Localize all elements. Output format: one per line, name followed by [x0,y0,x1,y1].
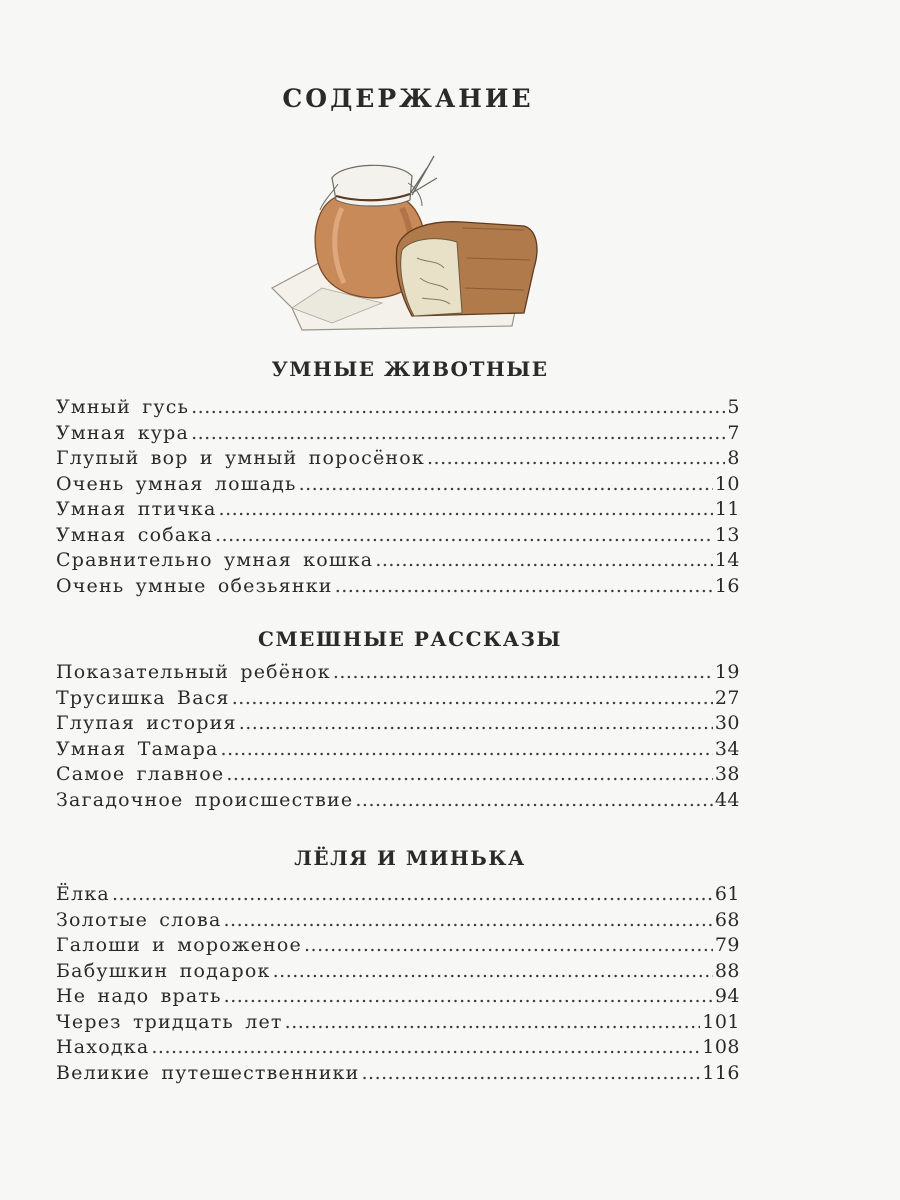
toc-entry-title: Умная Тамара [56,737,219,760]
toc-entry-page-number: 61 [714,883,740,905]
toc-entry-title: Бабушкин подарок [56,959,271,982]
toc-list [56,883,740,1087]
section-title: СМЕШНЫЕ РАССКАЗЫ [258,627,562,651]
toc-entry[interactable] [56,447,740,473]
toc-entry-page-number: 11 [714,498,740,520]
dot-leader [224,985,713,1007]
dot-leader [375,549,712,571]
toc-entry-title: Очень умные обезьянки [56,574,333,597]
toc-entry[interactable] [56,883,740,909]
toc-entry-page-number: 38 [714,763,740,785]
section-title: УМНЫЕ ЖИВОТНЫЕ [271,357,549,381]
dot-leader [191,422,725,444]
toc-entry[interactable] [56,1036,740,1062]
toc-entry-title: Галоши и мороженое [56,934,302,956]
toc-entry-title: Не надо врать [56,985,222,1007]
toc-entry[interactable] [56,661,740,687]
toc-entry[interactable] [56,1062,740,1088]
toc-entry[interactable] [56,575,740,601]
toc-entry[interactable] [56,524,740,550]
toc-entry[interactable] [56,1011,740,1037]
toc-entry-title: Глупый вор и умный поросёнок [56,447,425,469]
toc-entry-page-number: 8 [727,447,740,469]
dot-leader [232,687,713,709]
toc-entry-page-number: 13 [714,523,740,546]
toc-entry-page-number: 14 [714,549,740,571]
dot-leader [112,883,713,905]
toc-entry-page-number: 30 [714,712,740,734]
dot-leader [191,396,725,418]
dot-leader [215,524,713,546]
dot-leader [226,763,712,785]
dot-leader [333,661,713,683]
dot-leader [335,575,713,597]
dot-leader [355,789,712,811]
toc-entry-title: Очень умная лошадь [56,472,297,495]
toc-entry[interactable] [56,985,740,1011]
toc-entry[interactable] [56,738,740,764]
toc-list [56,661,740,814]
toc-entry-page-number: 5 [727,396,740,418]
toc-entry[interactable] [56,422,740,448]
toc-entry-title: Умная кура [56,421,190,444]
toc-entry-title: Великие путешественники [56,1061,360,1084]
toc-entry-page-number: 108 [702,1036,740,1058]
dot-leader [223,909,712,931]
toc-entry[interactable] [56,934,740,960]
dot-leader [427,447,725,469]
dot-leader [299,473,713,495]
toc-entry[interactable] [56,960,740,986]
toc-entry[interactable] [56,763,740,789]
page-title: СОДЕРЖАНИЕ [282,84,534,113]
toc-entry-page-number: 7 [727,421,740,444]
dot-leader [304,934,713,956]
toc-entry-title: Умная птичка [56,498,217,520]
toc-entry-page-number: 116 [702,1061,740,1084]
section-title: ЛЁЛЯ И МИНЬКА [294,846,526,870]
toc-entry[interactable] [56,712,740,738]
toc-entry-page-number: 101 [702,1010,740,1033]
toc-entry-page-number: 79 [714,934,740,956]
toc-entry[interactable] [56,498,740,524]
toc-entry[interactable] [56,473,740,499]
toc-entry[interactable] [56,396,740,422]
toc-entry-title: Загадочное происшествие [56,788,354,811]
toc-entry[interactable] [56,549,740,575]
dot-leader [273,960,713,982]
dot-leader [151,1036,700,1058]
dot-leader [285,1011,701,1033]
toc-entry-page-number: 34 [714,737,740,760]
toc-entry-page-number: 27 [714,686,740,709]
toc-entry-page-number: 88 [714,959,740,982]
toc-entry-title: Через тридцать лет [56,1010,283,1033]
dot-leader [219,498,713,520]
toc-entry-page-number: 10 [714,472,740,495]
toc-entry-title: Трусишка Вася [56,686,230,709]
dot-leader [221,738,713,760]
toc-entry-title: Сравнительно умная кошка [56,549,374,571]
toc-entry[interactable] [56,687,740,713]
toc-entry-title: Самое главное [56,763,225,785]
toc-entry-page-number: 19 [714,661,740,683]
dot-leader [239,712,713,734]
toc-entry-page-number: 94 [714,985,740,1007]
toc-entry-page-number: 68 [714,908,740,931]
toc-entry-title: Умная собака [56,523,213,546]
toc-list [56,396,740,600]
toc-entry-title: Находка [56,1036,150,1058]
toc-entry[interactable] [56,789,740,815]
toc-entry-page-number: 16 [714,574,740,597]
toc-entry-title: Глупая история [56,712,237,734]
toc-entry[interactable] [56,909,740,935]
toc-entry-page-number: 44 [714,788,740,811]
toc-entry-title: Показательный ребёнок [56,661,331,683]
toc-entry-title: Умный гусь [56,396,190,418]
toc-entry-title: Ёлка [56,883,110,905]
toc-entry-title: Золотые слова [56,908,222,931]
dot-leader [362,1062,701,1084]
jar-and-bread-illustration-icon [262,138,562,338]
